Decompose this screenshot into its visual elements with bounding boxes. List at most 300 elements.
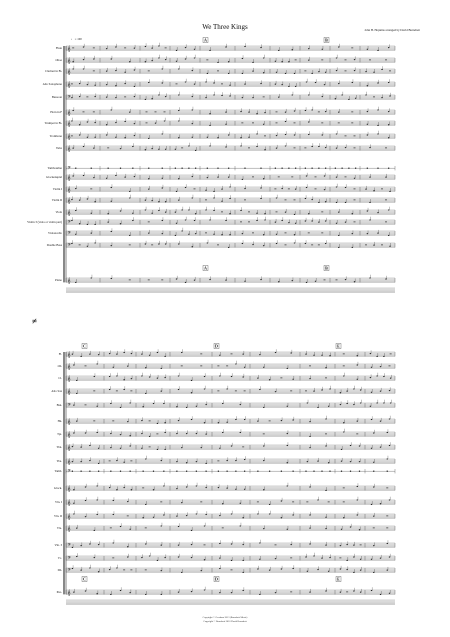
note-head bbox=[120, 471, 121, 472]
note-head bbox=[244, 281, 246, 282]
note-head bbox=[196, 406, 198, 407]
note-head bbox=[161, 460, 163, 461]
rest bbox=[343, 502, 345, 503]
note-head bbox=[244, 471, 245, 472]
note-head bbox=[195, 150, 197, 151]
note-head bbox=[148, 233, 150, 234]
note-head bbox=[85, 433, 87, 434]
note-head bbox=[308, 122, 310, 123]
note-head bbox=[371, 419, 373, 420]
note-head bbox=[165, 201, 167, 202]
note-head bbox=[225, 220, 227, 221]
note-head bbox=[321, 558, 323, 559]
rest bbox=[235, 391, 237, 392]
note-head bbox=[204, 376, 206, 377]
note-head bbox=[285, 145, 287, 146]
note-head bbox=[256, 133, 258, 134]
note-head bbox=[79, 96, 81, 97]
rest bbox=[369, 60, 371, 61]
note-head bbox=[360, 559, 362, 560]
copyright-line-1: Copyright © Gresham 2013 (Burndrett Music) bbox=[202, 616, 248, 619]
note-head bbox=[354, 70, 356, 71]
rest bbox=[248, 222, 250, 223]
clef-icon: 𝄞 bbox=[67, 500, 71, 507]
rehearsal-mark: D bbox=[215, 576, 218, 582]
note-head bbox=[285, 212, 287, 213]
note-head bbox=[325, 367, 327, 368]
note-head bbox=[161, 391, 163, 392]
note-head bbox=[259, 594, 261, 595]
note-head bbox=[149, 436, 151, 437]
note-head bbox=[313, 391, 315, 392]
clef-icon: 𝄞 bbox=[67, 110, 71, 117]
note-head bbox=[111, 278, 113, 279]
note-head bbox=[191, 380, 193, 381]
note-head bbox=[185, 47, 187, 48]
note-head bbox=[71, 199, 73, 200]
page-title: We Three Kings bbox=[202, 23, 248, 31]
note-head bbox=[388, 82, 390, 83]
note-head bbox=[278, 281, 280, 282]
note-head bbox=[336, 70, 338, 71]
note-head bbox=[85, 591, 87, 592]
note-head bbox=[242, 572, 244, 573]
rest bbox=[71, 84, 73, 85]
note-head bbox=[242, 97, 244, 98]
note-head bbox=[387, 432, 389, 433]
clef-icon: 𝄞 bbox=[67, 121, 71, 128]
note-head bbox=[111, 245, 113, 246]
note-head bbox=[75, 282, 77, 283]
note-head bbox=[259, 354, 261, 355]
rest bbox=[292, 502, 294, 503]
note-head bbox=[204, 559, 206, 560]
note-head bbox=[185, 187, 187, 188]
clef-icon: 𝄞 bbox=[67, 389, 71, 396]
note-head bbox=[309, 487, 311, 488]
rest bbox=[156, 434, 158, 435]
rest bbox=[165, 48, 167, 49]
note-head bbox=[194, 49, 196, 50]
note-head bbox=[240, 111, 242, 112]
note-head bbox=[148, 178, 150, 179]
note-head bbox=[113, 542, 115, 543]
note-head bbox=[157, 423, 159, 424]
note-head bbox=[343, 431, 345, 432]
note-head bbox=[312, 168, 313, 169]
rest bbox=[325, 434, 327, 435]
note-head bbox=[221, 234, 223, 235]
rest bbox=[93, 112, 95, 113]
note-head bbox=[359, 471, 360, 472]
note-head bbox=[235, 489, 237, 490]
note-head bbox=[263, 72, 265, 73]
rest bbox=[288, 189, 290, 190]
note-head bbox=[293, 471, 294, 472]
note-head bbox=[123, 487, 125, 488]
note-head bbox=[162, 220, 164, 221]
note-head bbox=[134, 86, 136, 87]
instrument-name: Vla. bbox=[56, 526, 62, 531]
note-head bbox=[129, 446, 131, 447]
note-head bbox=[263, 245, 265, 246]
note-head bbox=[292, 379, 294, 380]
note-head bbox=[79, 124, 81, 125]
note-head bbox=[141, 420, 143, 421]
note-head bbox=[352, 247, 354, 248]
note-head bbox=[263, 57, 265, 58]
note-head bbox=[80, 570, 82, 571]
note-head bbox=[185, 282, 187, 283]
clef-icon: 𝄢 bbox=[67, 231, 71, 238]
note-head bbox=[315, 82, 317, 83]
note-head bbox=[205, 514, 207, 515]
rest bbox=[381, 189, 383, 190]
note-head bbox=[192, 176, 194, 177]
rest bbox=[130, 391, 132, 392]
note-head bbox=[381, 69, 383, 70]
note-head bbox=[383, 402, 385, 403]
instrument-name: Vln. I bbox=[55, 500, 62, 505]
note-head bbox=[115, 47, 117, 48]
note-head bbox=[87, 199, 89, 200]
clef-icon: 𝄞 bbox=[67, 82, 71, 89]
note-head bbox=[110, 447, 112, 448]
rest bbox=[263, 434, 265, 435]
rest bbox=[291, 177, 293, 178]
note-head bbox=[370, 353, 372, 354]
note-head bbox=[71, 220, 73, 221]
rest bbox=[231, 354, 233, 355]
note-head bbox=[371, 559, 373, 560]
clef-icon: 𝄢 bbox=[67, 469, 71, 476]
note-head bbox=[324, 189, 326, 190]
rest bbox=[390, 354, 392, 355]
note-head bbox=[325, 490, 327, 491]
note-head bbox=[116, 375, 118, 376]
rest bbox=[285, 200, 287, 201]
note-head bbox=[176, 461, 178, 462]
note-head bbox=[72, 461, 74, 462]
note-head bbox=[76, 421, 78, 422]
note-head bbox=[305, 557, 307, 558]
note-head bbox=[345, 147, 347, 148]
note-head bbox=[365, 189, 367, 190]
instrument-name: Cl. bbox=[58, 376, 62, 381]
note-head bbox=[231, 560, 233, 561]
note-head bbox=[292, 515, 294, 516]
note-head bbox=[360, 592, 362, 593]
note-head bbox=[93, 148, 95, 149]
note-head bbox=[115, 137, 117, 138]
note-head bbox=[132, 146, 134, 147]
note-head bbox=[113, 500, 115, 501]
note-head bbox=[111, 109, 113, 110]
note-head bbox=[217, 168, 218, 169]
note-head bbox=[308, 213, 310, 214]
note-head bbox=[309, 378, 311, 379]
note-head bbox=[75, 188, 77, 189]
note-head bbox=[145, 46, 147, 47]
note-head bbox=[157, 352, 159, 353]
note-head bbox=[130, 471, 131, 472]
note-head bbox=[94, 376, 96, 377]
note-head bbox=[148, 189, 150, 190]
rest bbox=[176, 84, 178, 85]
note-head bbox=[176, 406, 178, 407]
note-head bbox=[178, 137, 180, 138]
note-head bbox=[263, 489, 265, 490]
note-head bbox=[76, 556, 78, 557]
note-head bbox=[98, 354, 100, 355]
note-head bbox=[96, 499, 98, 500]
note-head bbox=[235, 363, 237, 364]
instrument-name: Tba. bbox=[56, 459, 62, 464]
rest bbox=[308, 233, 310, 234]
note-head bbox=[252, 62, 254, 63]
note-head bbox=[178, 110, 180, 111]
note-head bbox=[129, 112, 131, 113]
copyright-line-2: Copyright © Burndrett 2016 David Burndrett bbox=[203, 620, 247, 623]
note-head bbox=[281, 61, 283, 62]
note-head bbox=[162, 83, 164, 84]
rest bbox=[389, 71, 391, 72]
rest bbox=[290, 391, 292, 392]
note-head bbox=[163, 485, 165, 486]
note-head bbox=[369, 202, 371, 203]
note-head bbox=[231, 544, 233, 545]
note-head bbox=[222, 403, 224, 404]
note-head bbox=[276, 234, 278, 235]
note-head bbox=[389, 445, 391, 446]
note-head bbox=[192, 123, 194, 124]
rest bbox=[321, 233, 323, 234]
note-head bbox=[225, 112, 227, 113]
note-head bbox=[192, 70, 194, 71]
note-head bbox=[373, 190, 375, 191]
note-head bbox=[325, 591, 327, 592]
note-head bbox=[175, 168, 176, 169]
note-head bbox=[242, 243, 244, 244]
note-head bbox=[328, 462, 330, 463]
rest bbox=[351, 123, 353, 124]
rest bbox=[221, 212, 223, 213]
note-head bbox=[325, 111, 327, 112]
note-head bbox=[336, 202, 338, 203]
clef-icon: 𝄞 bbox=[67, 46, 71, 53]
note-head bbox=[94, 557, 96, 558]
note-head bbox=[110, 433, 112, 434]
rest bbox=[385, 60, 387, 61]
rest bbox=[244, 200, 246, 201]
note-head bbox=[295, 86, 297, 87]
note-head bbox=[141, 354, 143, 355]
rest bbox=[351, 112, 353, 113]
note-head bbox=[367, 233, 369, 234]
note-head bbox=[209, 145, 211, 146]
note-head bbox=[162, 168, 163, 169]
clef-icon: 𝄞 bbox=[67, 175, 71, 182]
note-head bbox=[306, 176, 308, 177]
note-head bbox=[207, 73, 209, 74]
note-head bbox=[111, 59, 113, 60]
note-head bbox=[116, 354, 118, 355]
rest bbox=[93, 48, 95, 49]
note-head bbox=[308, 134, 310, 135]
rest bbox=[148, 280, 150, 281]
instrument-name: Alto Sax bbox=[51, 389, 62, 394]
note-head bbox=[91, 213, 93, 214]
note-head bbox=[380, 594, 382, 595]
note-head bbox=[345, 279, 347, 280]
note-head bbox=[263, 446, 265, 447]
note-head bbox=[385, 177, 387, 178]
note-head bbox=[325, 243, 327, 244]
note-head bbox=[350, 461, 352, 462]
clef-icon: 𝄞 bbox=[67, 187, 71, 194]
note-head bbox=[343, 422, 345, 423]
note-head bbox=[204, 525, 206, 526]
note-head bbox=[357, 499, 359, 500]
note-head bbox=[338, 112, 340, 113]
note-head bbox=[367, 211, 369, 212]
note-head bbox=[142, 406, 144, 407]
note-head bbox=[129, 592, 131, 593]
note-head bbox=[287, 462, 289, 463]
rest bbox=[217, 391, 219, 392]
instrument-name: Fl. bbox=[58, 352, 62, 357]
note-head bbox=[73, 405, 75, 406]
clef-icon: 𝄢 bbox=[67, 243, 71, 250]
note-head bbox=[264, 149, 266, 150]
note-head bbox=[240, 210, 242, 211]
note-head bbox=[109, 487, 111, 488]
note-head bbox=[390, 402, 392, 403]
note-head bbox=[151, 200, 153, 201]
note-head bbox=[315, 281, 317, 282]
note-head bbox=[355, 98, 357, 99]
note-head bbox=[219, 448, 221, 449]
note-head bbox=[106, 124, 108, 125]
rest bbox=[269, 421, 271, 422]
note-head bbox=[161, 525, 163, 526]
note-head bbox=[123, 352, 125, 353]
note-head bbox=[201, 447, 203, 448]
clef-icon: 𝄢 bbox=[67, 568, 71, 575]
rest bbox=[90, 189, 92, 190]
rest bbox=[354, 136, 356, 137]
instrument-name: Oboe bbox=[55, 58, 62, 63]
note-head bbox=[194, 220, 196, 221]
note-head bbox=[113, 367, 115, 368]
rehearsal-mark: B bbox=[325, 265, 328, 271]
note-head bbox=[338, 235, 340, 236]
note-head bbox=[192, 246, 194, 247]
note-head bbox=[231, 446, 233, 447]
note-head bbox=[110, 403, 112, 404]
note-head bbox=[181, 447, 183, 448]
instrument-name: Trombone bbox=[49, 134, 62, 139]
note-head bbox=[263, 460, 265, 461]
note-head bbox=[275, 558, 277, 559]
note-head bbox=[367, 124, 369, 125]
note-head bbox=[340, 569, 342, 570]
note-head bbox=[287, 406, 289, 407]
note-head bbox=[229, 96, 231, 97]
note-head bbox=[348, 168, 349, 169]
note-head bbox=[115, 175, 117, 176]
note-head bbox=[164, 422, 166, 423]
note-head bbox=[132, 220, 134, 221]
note-head bbox=[275, 84, 277, 85]
note-head bbox=[71, 243, 73, 244]
rest bbox=[336, 280, 338, 281]
note-head bbox=[127, 421, 129, 422]
note-head bbox=[228, 73, 230, 74]
note-head bbox=[380, 558, 382, 559]
rest bbox=[85, 405, 87, 406]
note-head bbox=[145, 594, 147, 595]
note-head bbox=[380, 366, 382, 367]
rest bbox=[124, 48, 126, 49]
note-head bbox=[76, 380, 78, 381]
rest bbox=[231, 570, 233, 571]
note-head bbox=[141, 433, 143, 434]
note-head bbox=[295, 189, 297, 190]
note-head bbox=[269, 570, 271, 571]
note-head bbox=[264, 219, 266, 220]
note-head bbox=[228, 247, 230, 248]
note-head bbox=[123, 462, 125, 463]
note-head bbox=[148, 138, 150, 139]
note-head bbox=[124, 72, 126, 73]
rest bbox=[304, 71, 306, 72]
note-head bbox=[176, 516, 178, 517]
note-head bbox=[257, 569, 259, 570]
rest bbox=[311, 245, 313, 246]
note-head bbox=[72, 68, 74, 69]
note-head bbox=[89, 567, 91, 568]
note-head bbox=[96, 363, 98, 364]
note-head bbox=[263, 407, 265, 408]
note-head bbox=[98, 571, 100, 572]
note-head bbox=[129, 235, 131, 236]
note-head bbox=[367, 49, 369, 50]
note-head bbox=[226, 388, 228, 389]
note-head bbox=[181, 209, 183, 210]
note-head bbox=[338, 47, 340, 48]
note-head bbox=[129, 197, 131, 198]
note-head bbox=[123, 379, 125, 380]
note-head bbox=[111, 231, 113, 232]
note-head bbox=[218, 487, 220, 488]
note-head bbox=[276, 243, 278, 244]
rest bbox=[321, 212, 323, 213]
note-head bbox=[352, 233, 354, 234]
note-head bbox=[287, 529, 289, 530]
note-head bbox=[373, 487, 375, 488]
note-head bbox=[353, 557, 355, 558]
note-head bbox=[228, 177, 230, 178]
clef-icon: 𝄞 bbox=[67, 134, 71, 141]
note-head bbox=[290, 544, 292, 545]
note-head bbox=[242, 354, 244, 355]
note-head bbox=[269, 471, 270, 472]
note-head bbox=[294, 111, 296, 112]
note-head bbox=[242, 233, 244, 234]
note-head bbox=[244, 459, 246, 460]
note-head bbox=[196, 485, 198, 486]
